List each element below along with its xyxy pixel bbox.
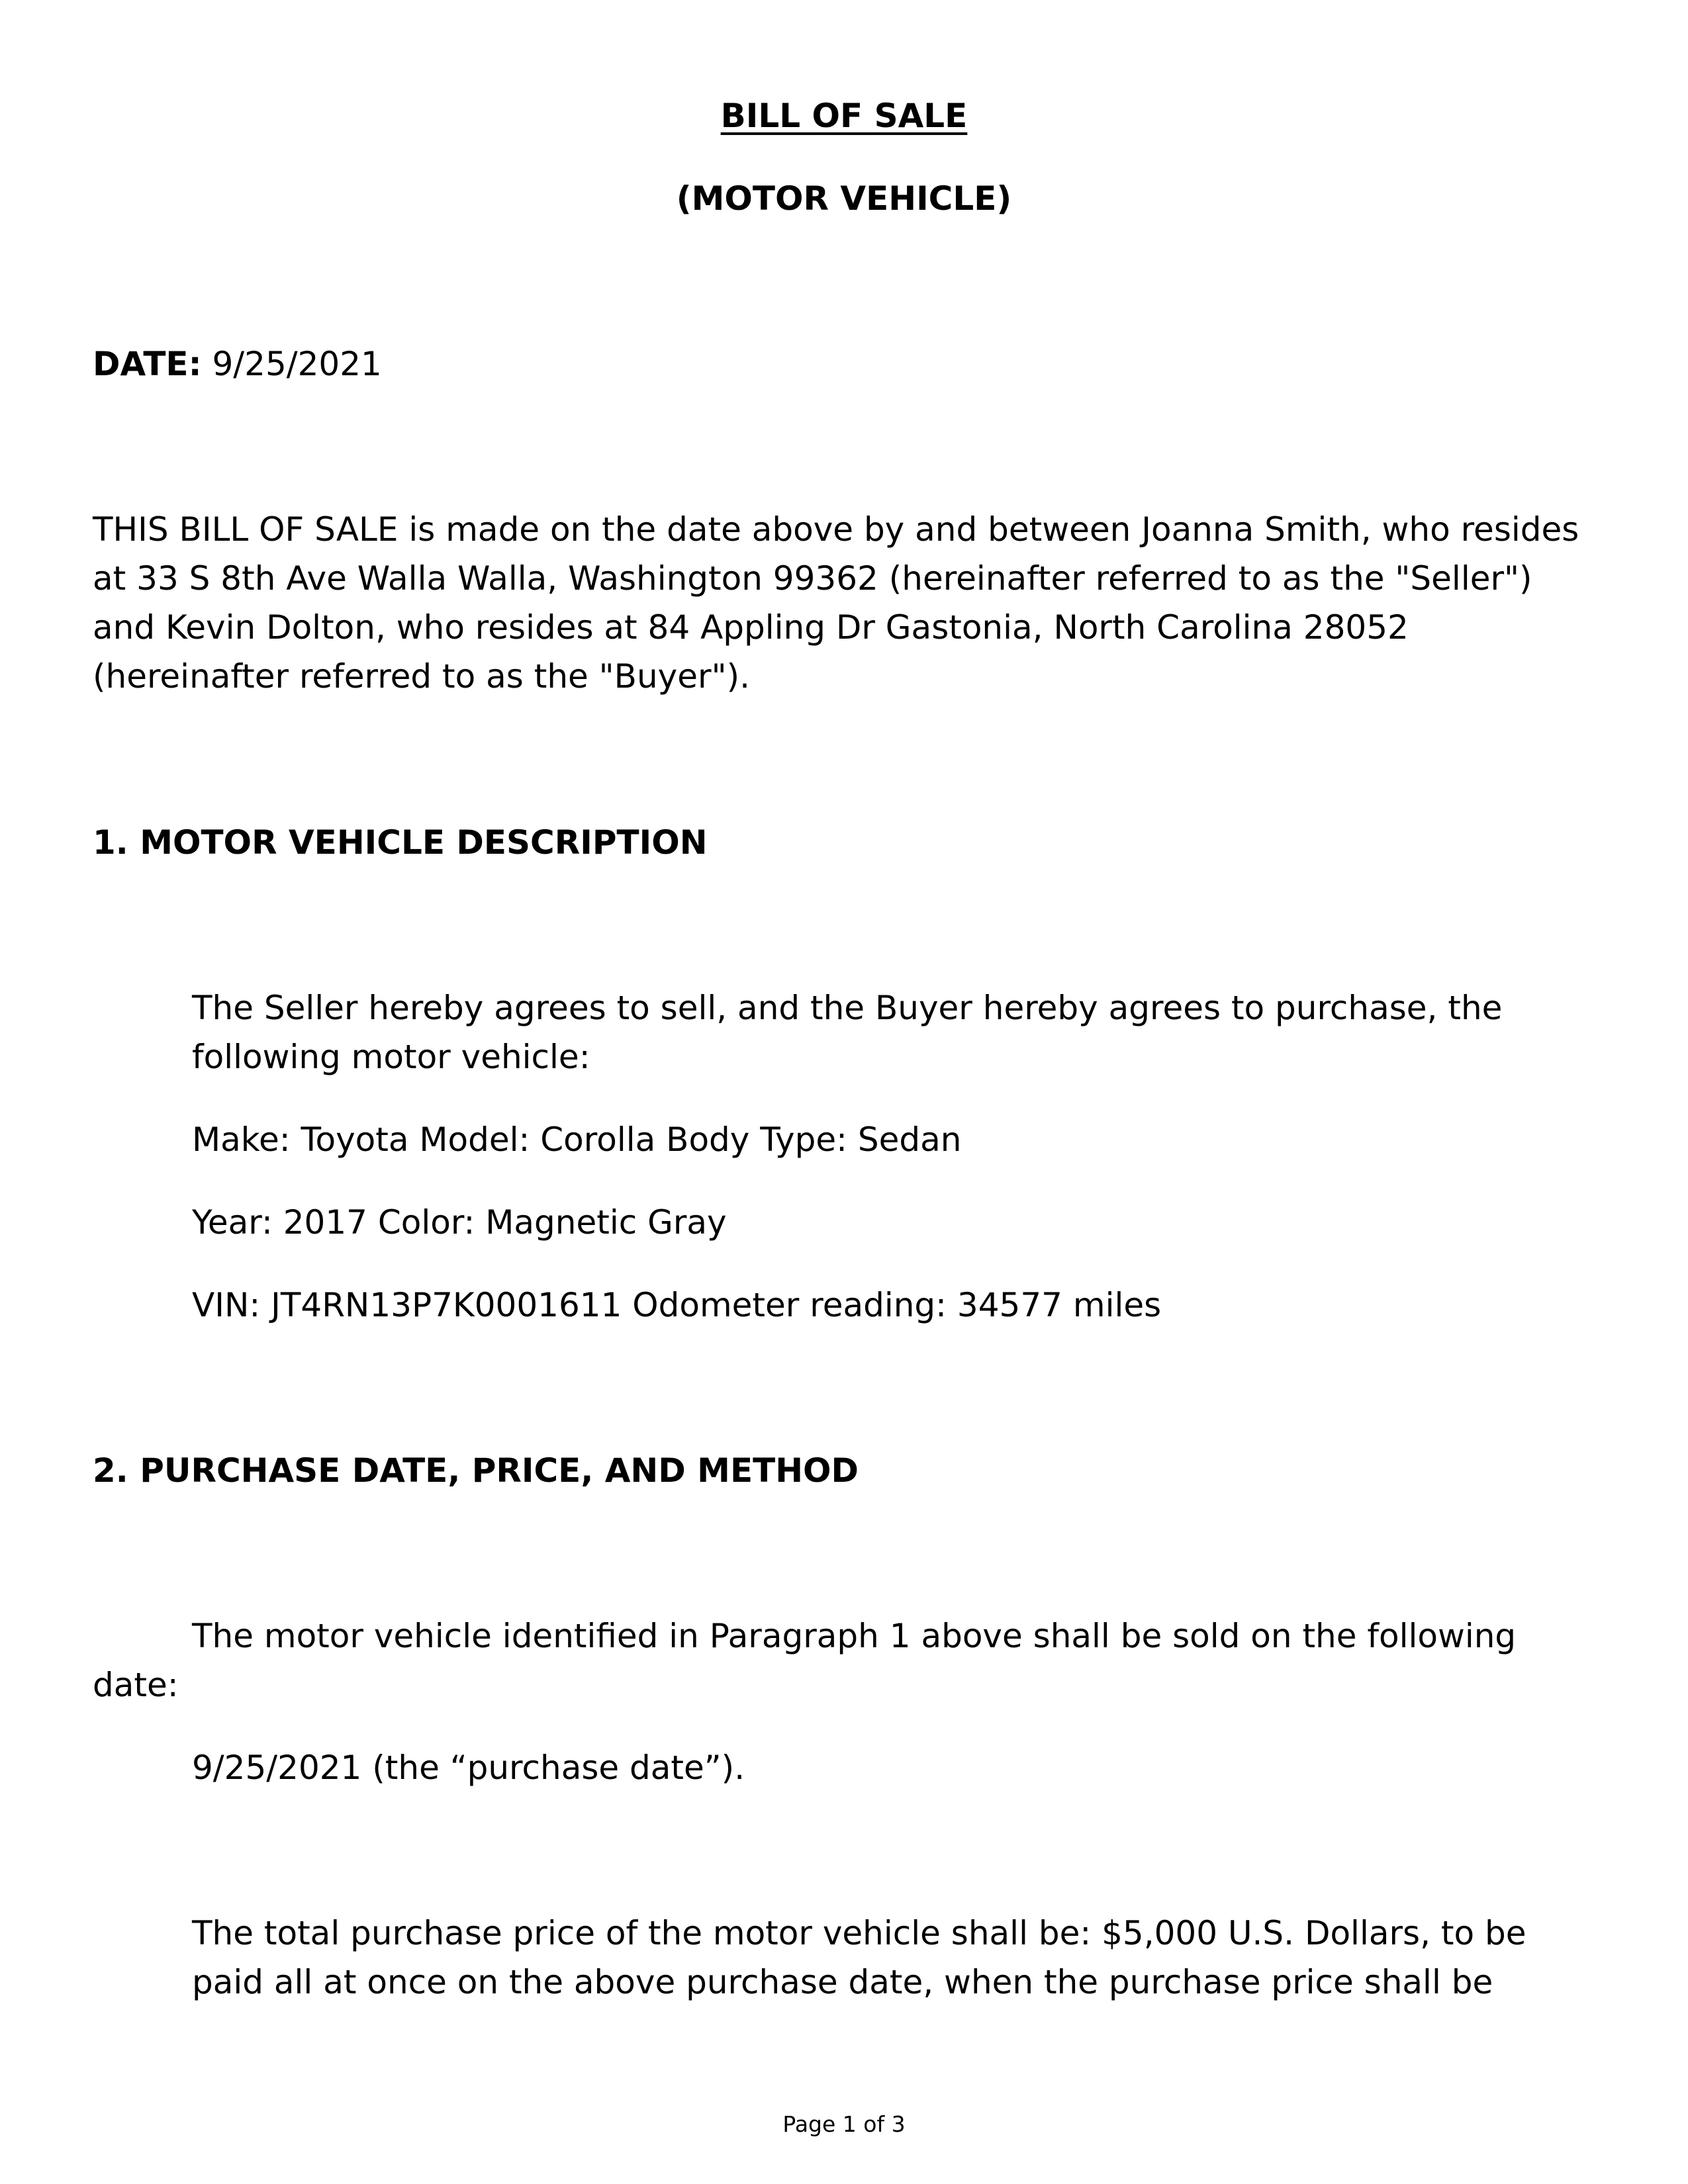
document-title: BILL OF SALE bbox=[720, 97, 968, 135]
date-label: DATE: bbox=[93, 345, 202, 383]
price-line-2: paid all at once on the above purchase date, when the purchase price shall be bbox=[192, 1963, 1493, 2001]
intro-line-2: at 33 S 8th Ave Walla Walla, Washington 99362 (hereinafter referred to as the "Seller") bbox=[93, 559, 1532, 598]
section-2-heading: 2. PURCHASE DATE, PRICE, AND METHOD bbox=[93, 1451, 859, 1490]
price-line-1: The total purchase price of the motor vehicle shall be: $5,000 U.S. Dollars, to be bbox=[192, 1914, 1526, 1952]
sold-date-line-2: date: bbox=[93, 1666, 179, 1704]
document-subtitle: (MOTOR VEHICLE) bbox=[676, 179, 1012, 218]
sold-date-line-1: The motor vehicle identified in Paragraph 1 above shall be sold on the following bbox=[192, 1617, 1517, 1655]
intro-line-1: THIS BILL OF SALE is made on the date above by and between Joanna Smith, who resides bbox=[93, 510, 1579, 549]
intro-line-3: and Kevin Dolton, who resides at 84 Appling Dr Gastonia, North Carolina 28052 bbox=[93, 608, 1409, 647]
page-number: Page 1 of 3 bbox=[782, 2111, 906, 2137]
date-line bbox=[93, 340, 382, 388]
date-value: 9/25/2021 bbox=[212, 345, 382, 383]
vehicle-year-line: Year: 2017 Color: Magnetic Gray bbox=[192, 1203, 727, 1242]
section-1-heading: 1. MOTOR VEHICLE DESCRIPTION bbox=[93, 823, 708, 862]
vehicle-vin-line: VIN: JT4RN13P7K0001611 Odometer reading: 34577 miles bbox=[192, 1286, 1162, 1324]
purchase-date-line: 9/25/2021 (the “purchase date”). bbox=[192, 1749, 745, 1787]
agreement-line-2: following motor vehicle: bbox=[192, 1038, 590, 1076]
agreement-line-1: The Seller hereby agrees to sell, and the Buyer hereby agrees to purchase, the bbox=[192, 989, 1503, 1027]
intro-line-4: (hereinafter referred to as the "Buyer"). bbox=[93, 657, 750, 696]
vehicle-make-line: Make: Toyota Model: Corolla Body Type: Sedan bbox=[192, 1120, 962, 1159]
